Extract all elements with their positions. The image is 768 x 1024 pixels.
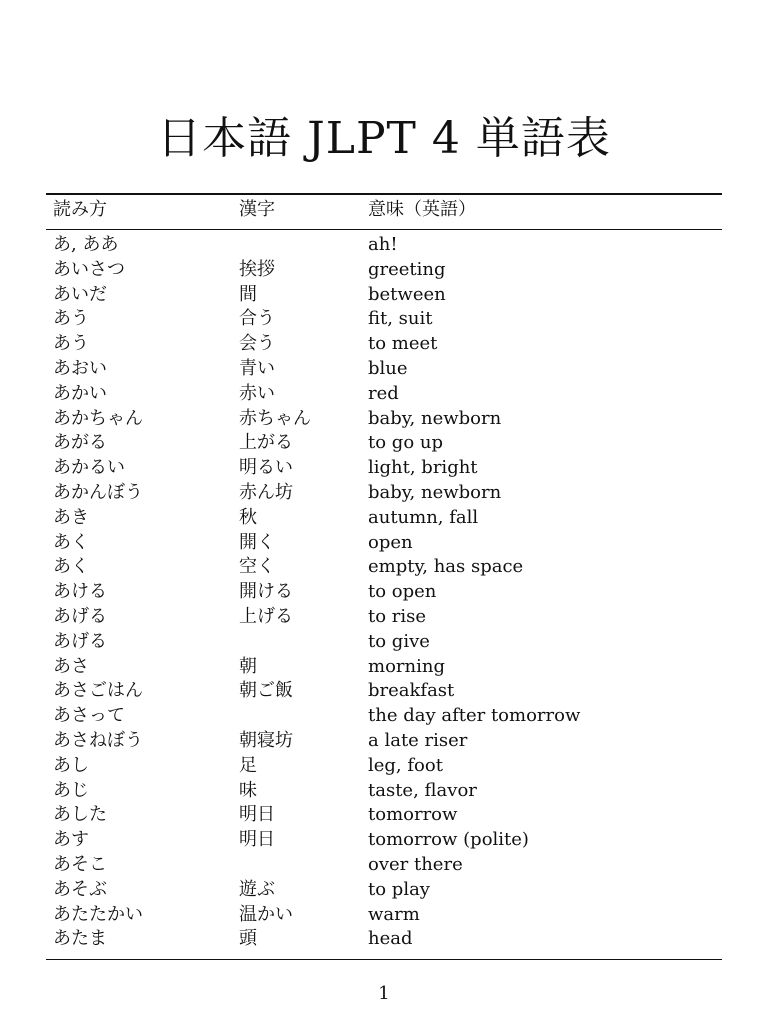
table-row: [0, 729, 768, 754]
cell-meaning: tomorrow: [368, 804, 458, 826]
table-row: [0, 481, 768, 506]
cell-reading: あそぶ: [53, 878, 107, 900]
table-row: [0, 382, 768, 407]
cell-reading: あさねぼう: [53, 729, 143, 751]
table-row: [0, 531, 768, 556]
table-header: [0, 196, 768, 226]
table-row: [0, 779, 768, 804]
table-row: [0, 679, 768, 704]
table-row: [0, 332, 768, 357]
table-row: [0, 754, 768, 779]
table-top-rule: [46, 193, 722, 195]
cell-meaning: fit, suit: [368, 308, 433, 330]
page-number: 1: [378, 983, 390, 1004]
table-row: [0, 704, 768, 729]
cell-reading: あける: [53, 581, 107, 603]
cell-meaning: tomorrow (polite): [368, 829, 529, 851]
cell-kanji: 味: [239, 779, 257, 801]
cell-meaning: blue: [368, 357, 408, 379]
cell-reading: あし: [53, 754, 89, 776]
cell-kanji: 空く: [239, 556, 275, 578]
cell-meaning: head: [368, 928, 413, 950]
cell-kanji: 会う: [239, 333, 275, 355]
table-bottom-rule: [46, 959, 722, 960]
cell-meaning: baby, newborn: [368, 481, 502, 503]
cell-meaning: to meet: [368, 333, 438, 355]
cell-reading: あじ: [53, 779, 89, 801]
table-row: [0, 927, 768, 952]
cell-kanji: 明るい: [239, 457, 293, 479]
cell-meaning: ah!: [368, 234, 398, 255]
cell-kanji: 開く: [239, 531, 275, 553]
cell-reading: あ, ああ: [53, 234, 119, 255]
cell-kanji: 開ける: [239, 581, 293, 603]
cell-reading: あがる: [53, 432, 107, 454]
cell-meaning: leg, foot: [368, 754, 443, 776]
cell-meaning: to play: [368, 878, 430, 900]
table-row: [0, 456, 768, 481]
cell-meaning: between: [368, 283, 446, 305]
cell-meaning: to give: [368, 630, 430, 652]
table-row: [0, 407, 768, 432]
cell-kanji: 明日: [239, 804, 275, 826]
table-row: [0, 630, 768, 655]
cell-reading: あおい: [53, 357, 107, 379]
table-row: [0, 605, 768, 630]
table-row: [0, 828, 768, 853]
cell-meaning: light, bright: [368, 457, 478, 479]
cell-meaning: breakfast: [368, 680, 455, 702]
cell-kanji: 朝: [239, 655, 257, 677]
cell-meaning: baby, newborn: [368, 407, 502, 429]
table-row: [0, 307, 768, 332]
cell-kanji: 遊ぶ: [239, 878, 275, 900]
table-row: [0, 357, 768, 382]
cell-meaning: the day after tomorrow: [368, 705, 581, 727]
cell-meaning: a late riser: [368, 729, 468, 751]
cell-reading: あかい: [53, 382, 107, 404]
cell-kanji: 挨拶: [239, 258, 275, 280]
cell-kanji: 間: [239, 283, 257, 305]
cell-kanji: 赤い: [239, 382, 275, 404]
cell-kanji: 合う: [239, 308, 275, 330]
cell-reading: あたま: [53, 928, 107, 950]
cell-meaning: autumn, fall: [368, 506, 479, 528]
cell-kanji: 温かい: [239, 903, 293, 925]
cell-kanji: 秋: [239, 506, 257, 528]
table-row: [0, 431, 768, 456]
cell-reading: あかんぼう: [53, 481, 143, 503]
cell-reading: あげる: [53, 630, 107, 652]
cell-reading: あき: [53, 506, 89, 528]
cell-reading: あいだ: [53, 283, 107, 305]
table-row: [0, 506, 768, 531]
cell-kanji: 上がる: [239, 432, 293, 454]
cell-reading: あう: [53, 308, 89, 330]
cell-meaning: red: [368, 382, 399, 404]
table-body: [0, 233, 768, 959]
cell-reading: あした: [53, 804, 107, 826]
cell-reading: あさって: [53, 705, 125, 727]
table-row: [0, 258, 768, 283]
table-row: [0, 655, 768, 680]
cell-meaning: over there: [368, 853, 463, 875]
table-row: [0, 233, 768, 258]
cell-kanji: 頭: [239, 928, 257, 950]
cell-meaning: taste, flavor: [368, 779, 477, 801]
cell-reading: あさ: [53, 655, 89, 677]
cell-kanji: 足: [239, 754, 257, 776]
table-row: [0, 555, 768, 580]
cell-meaning: warm: [368, 903, 420, 925]
cell-meaning: empty, has space: [368, 556, 524, 578]
cell-reading: あす: [53, 829, 89, 851]
cell-reading: あかちゃん: [53, 407, 143, 429]
header-reading: 読み方: [53, 199, 107, 220]
cell-reading: あげる: [53, 605, 107, 627]
cell-reading: あう: [53, 333, 89, 355]
table-row: [0, 803, 768, 828]
cell-reading: あさごはん: [53, 680, 143, 702]
cell-meaning: morning: [368, 655, 445, 677]
cell-reading: あそこ: [53, 853, 107, 875]
cell-kanji: 明日: [239, 829, 275, 851]
table-row: [0, 283, 768, 308]
table-header-rule: [46, 229, 722, 230]
cell-kanji: 上げる: [239, 605, 293, 627]
cell-reading: あく: [53, 531, 89, 553]
cell-meaning: to rise: [368, 605, 427, 627]
cell-meaning: greeting: [368, 258, 446, 280]
cell-reading: あいさつ: [53, 258, 125, 280]
cell-meaning: to go up: [368, 432, 443, 454]
cell-meaning: to open: [368, 581, 437, 603]
page-title: 日本語 JLPT 4 単語表: [157, 113, 611, 165]
table-row: [0, 853, 768, 878]
cell-kanji: 朝寝坊: [239, 729, 293, 751]
cell-meaning: open: [368, 531, 413, 553]
table-row: [0, 903, 768, 928]
header-meaning: 意味（英語）: [368, 199, 476, 220]
cell-reading: あたたかい: [53, 903, 143, 925]
cell-reading: あかるい: [53, 457, 125, 479]
table-row: [0, 878, 768, 903]
cell-kanji: 赤ちゃん: [239, 407, 311, 429]
cell-kanji: 赤ん坊: [239, 481, 293, 503]
cell-reading: あく: [53, 556, 89, 578]
table-row: [0, 580, 768, 605]
cell-kanji: 朝ご飯: [239, 680, 293, 702]
cell-kanji: 青い: [239, 357, 275, 379]
header-kanji: 漢字: [239, 199, 275, 220]
